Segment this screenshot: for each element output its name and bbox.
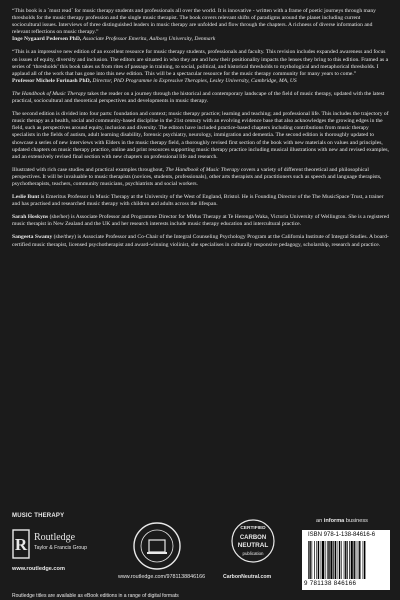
author-name: Sarah Hoskyns xyxy=(12,214,49,221)
support-material-icon xyxy=(132,521,182,571)
endorser-name: Professor Michele Forinash PhD, xyxy=(12,77,92,84)
author-bio: (she/her) is Associate Professor and Programme Director for MMus Therapy at Te Herenga Waka, Victoria University of Wellington. She is a registered music therapist in New Zealand and the UK and her research interests include music therapy education and intercultural practice. xyxy=(12,214,390,228)
structure-paragraph: The second edition is divided into four parts: foundation and context; music therapy practice; learning and teaching; and professional life. This includes the trajectory of music therapy as a health, social and community-based discipline in the 21st century with an evolving evidence base that also acknowledges the growing edges in the field, such as perspectives around equity, inclusion and diversity. The editors have included practice-based chapters including contributions from music therapy specialists in the fields of autism, adult learning disability, forensic psychiatry, neurology, immigration and dementia. The second edition is thoroughly updated to showcase a series of new interviews with Elders in the music therapy field, a thoroughly revised first section of the book with new materials on values and principles, updated chapters on music therapy practice, online and print resources supporting music therapy practice including musical illustrations with new and revised examples, and an extensively revised final section with new chapters on professional life and research. xyxy=(12,111,390,160)
svg-text:R: R xyxy=(14,535,28,554)
endorser-role: Associate Professor Emerita, Aalborg University, Denmark xyxy=(81,36,216,43)
carbon-main: NEUTRAL xyxy=(237,542,269,549)
cover-footer xyxy=(0,513,400,600)
carbon-top: CERTIFIED xyxy=(240,526,266,531)
isbn-text: ISBN 978-1-138-84616-6 xyxy=(308,532,376,538)
case-text-before: Illustrated with rich case studies and practical examples throughout, xyxy=(12,166,166,173)
ebook-footnote: Routledge titles are available as eBook editions in a range of digital formats xyxy=(12,593,179,599)
case-text-after: covers a variety of different theoretical and philosophical perspectives. It will be invaluable to music therapists (novices, students, professionals), other arts therapists and practitioners such as speech and language therapists, psychotherapists, teachers, community musicians, psychiatrists and social workers. xyxy=(12,166,382,187)
routledge-url: www.routledge.com xyxy=(12,566,65,572)
author-bio: (she/they) is Associate Professor and Co-Chair of the Integral Counseling Psychology Program at the California Institute of Integral Studies. A board-certified music therapist, licensed psychotherapist and award-winning violinist, she specialises in culturally responsive pedagogy, scholarship, research and practice. xyxy=(12,234,389,248)
author-bio: is Emeritus Professor in Music Therapy at the University of the West of England, Bristol. He is Founding Director of the The MusicSpace Trust, a trainer and has practised and researched music therapy with children and adults across the lifespan. xyxy=(12,194,384,208)
author-name: Sangeeta Swamy xyxy=(12,234,53,241)
back-cover-text xyxy=(12,8,390,255)
endorsement-1 xyxy=(12,8,390,43)
carbon-mid: CARBON xyxy=(239,535,267,541)
routledge-r-icon xyxy=(12,529,30,559)
book-title: The Handbook of Music Therapy xyxy=(12,90,86,97)
bio-bunt xyxy=(12,194,390,208)
endorser-name: Inge Nygaard Pedersen PhD, xyxy=(12,36,82,43)
case-paragraph xyxy=(12,167,390,188)
bio-hoskyns xyxy=(12,214,390,228)
informa-business-label xyxy=(316,518,368,524)
routledge-logo xyxy=(12,529,122,575)
endorsement-text: “This book is a ´must read´ for music therapy students and professionals all over the world. It is innovative - written with a frame of poetic journeys through many thresholds for the music therapy profession and the single music therapist. The book covers relevant shifts of paradigms around the planet including current sociocultural issues. Interviews of three distinguished leaders in music therapy are unfolded and flow through the chapters. A richness of diverse information and relevant reflections on music therapy.” xyxy=(12,8,376,36)
carbon-neutral-icon xyxy=(228,517,278,571)
author-name: Leslie Bunt xyxy=(12,194,40,201)
support-url: www.routledge.com/9781138846166 xyxy=(118,574,206,580)
endorsement-text: “This is an impressive new edition of an excellent resource for music therapy students, professionals and faculty. This revision includes expanded awareness and focus on issues of equity, diversity and inclusion. The editors are situated in who they are and how their positionality impacts the lenses they bring to this edition. Framed as a series of ‘thresholds’ this book takes us from rites of passage in training, to social, political, and historical thresholds to mythological and metaphorical thresholds. I applaud all of the work that has gone into this new edition. This will be a spectacular resource for the music therapy community for many years to come.” xyxy=(12,49,389,77)
endorser-role: Director, PhD Programme in Expressive Therapies, Lesley University, Cambridge, MA, US xyxy=(91,77,297,84)
isbn-barcode xyxy=(302,530,390,590)
bio-swamy xyxy=(12,234,390,248)
carbon-url: CarbonNeutral.com xyxy=(223,574,272,580)
carbon-neutral-badge xyxy=(228,517,278,579)
carbon-pub: publication xyxy=(242,551,264,556)
informa-brand: informa xyxy=(323,518,345,524)
informa-prefix: an xyxy=(316,518,324,524)
routledge-subtitle: Taylor & Francis Group xyxy=(34,545,88,551)
intro-paragraph xyxy=(12,91,390,105)
routledge-name: Routledge xyxy=(34,532,76,543)
book-title: The Handbook of Music Therapy xyxy=(165,166,240,173)
barcode-bars xyxy=(308,541,384,579)
barcode-number: 9 781138 846166 xyxy=(304,580,357,587)
series-label: MUSIC THERAPY xyxy=(12,513,65,519)
informa-suffix: business xyxy=(344,518,368,524)
intro-text: takes the reader on a journey through the historical and contemporary landscape of the field of music therapy, updated with the latest practical, sociocultural and theoretical perspectives and developments in music therapy. xyxy=(12,90,385,105)
endorsement-2 xyxy=(12,49,390,84)
